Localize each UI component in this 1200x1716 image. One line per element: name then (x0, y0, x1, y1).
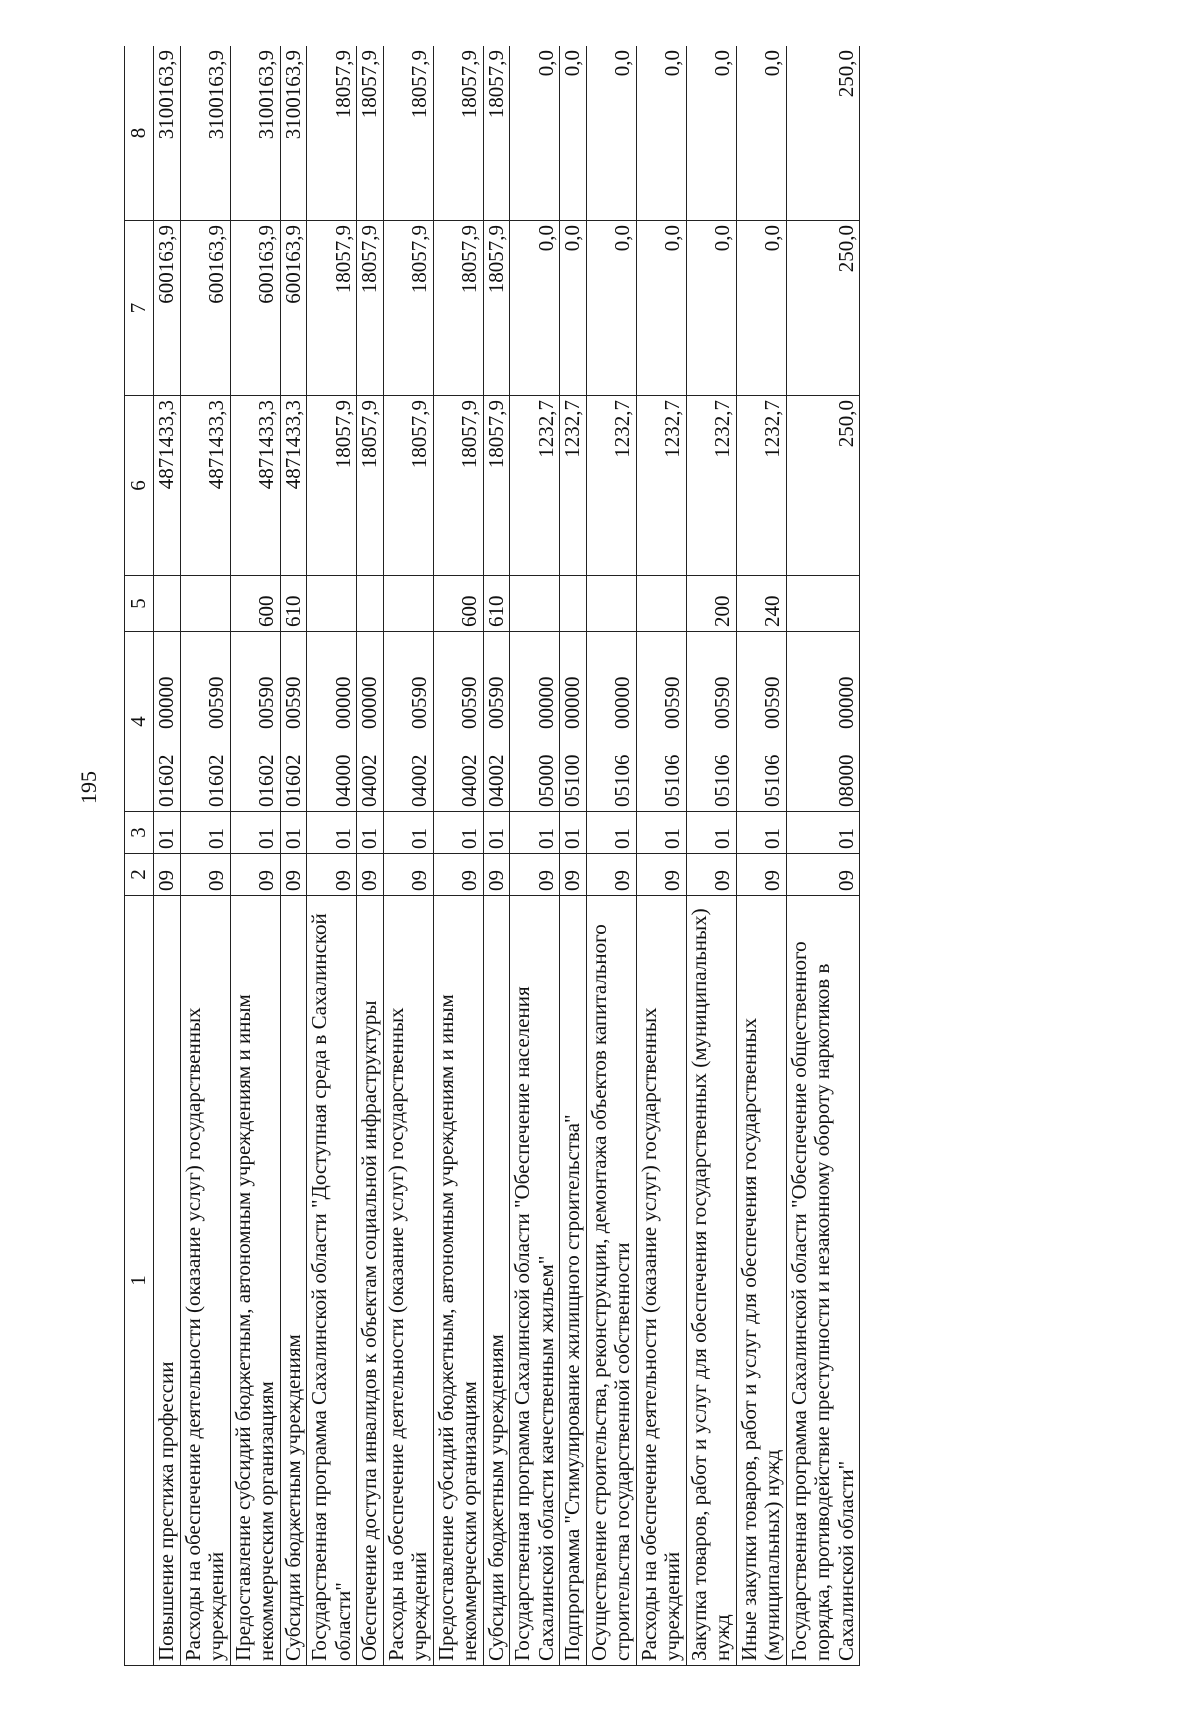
value-col-8: 3100163,9 (280, 46, 307, 221)
value-col-7: 0,0 (736, 221, 786, 396)
program-code-part1: 05106 (610, 754, 635, 807)
program-code (736, 632, 786, 812)
value-col-6: 4871433,3 (280, 396, 307, 576)
value-col-6: 18057,9 (483, 396, 510, 576)
col-header-8: 8 (125, 46, 154, 221)
table-body (154, 46, 860, 1666)
ministry-code: 09 (280, 854, 307, 896)
value-col-6: 1232,7 (686, 396, 736, 576)
value-col-8: 3100163,9 (154, 46, 181, 221)
table-row (357, 46, 384, 1666)
col-header-7: 7 (125, 221, 154, 396)
table-row (280, 46, 307, 1666)
program-code-part2: 00590 (204, 676, 229, 729)
row-name: Государственная программа Сахалинской области "Доступная среда в Сахалинской области" (307, 896, 357, 1666)
row-name: Обеспечение доступа инвалидов к объектам социальной инфраструктуры (357, 896, 384, 1666)
header-row (125, 46, 154, 1666)
expense-type-code (154, 576, 181, 632)
row-name: Государственная программа Сахалинской области "Обеспечение общественного порядка, противодействие преступности и незаконному обороту наркотиков в Сахалинской области" (786, 896, 860, 1666)
program-code-part2: 00590 (280, 676, 305, 729)
program-code-part1: 01602 (204, 754, 229, 807)
value-col-6: 18057,9 (433, 396, 483, 576)
value-col-8: 0,0 (736, 46, 786, 221)
program-code-part2: 00000 (330, 676, 355, 729)
row-name: Осуществление строительства, реконструкции, демонтажа объектов капитального строительства государственной собственности (586, 896, 636, 1666)
value-col-6: 18057,9 (383, 396, 433, 576)
table-row (636, 46, 686, 1666)
section-code: 01 (154, 812, 181, 854)
value-col-7: 250,0 (786, 221, 860, 396)
expense-type-code (383, 576, 433, 632)
section-code: 01 (383, 812, 433, 854)
program-code (307, 632, 357, 812)
table-row (560, 46, 587, 1666)
program-code-part1: 04002 (407, 754, 432, 807)
program-code-part2: 00590 (760, 676, 785, 729)
value-col-7: 18057,9 (483, 221, 510, 396)
ministry-code: 09 (483, 854, 510, 896)
row-name: Предоставление субсидий бюджетным, автономным учреждениям и иным некоммерческим организациям (230, 896, 280, 1666)
ministry-code: 09 (636, 854, 686, 896)
col-header-5: 5 (125, 576, 154, 632)
program-code-part2: 00590 (254, 676, 279, 729)
program-code (786, 632, 860, 812)
table-row (230, 46, 280, 1666)
value-col-6: 1232,7 (510, 396, 560, 576)
program-code (586, 632, 636, 812)
row-name: Расходы на обеспечение деятельности (оказание услуг) государственных учреждений (180, 896, 230, 1666)
value-col-7: 18057,9 (357, 221, 384, 396)
value-col-8: 18057,9 (383, 46, 433, 221)
row-name: Расходы на обеспечение деятельности (оказание услуг) государственных учреждений (636, 896, 686, 1666)
row-name: Субсидии бюджетным учреждениям (483, 896, 510, 1666)
program-code-part2: 00000 (560, 676, 585, 729)
ministry-code: 09 (433, 854, 483, 896)
value-col-7: 0,0 (560, 221, 587, 396)
ministry-code: 09 (510, 854, 560, 896)
value-col-8: 0,0 (586, 46, 636, 221)
program-code-part1: 05100 (560, 754, 585, 807)
row-name: Государственная программа Сахалинской области "Обеспечение населения Сахалинской области качественным жильем" (510, 896, 560, 1666)
expense-type-code (180, 576, 230, 632)
program-code-part1: 05000 (533, 754, 558, 807)
value-col-8: 18057,9 (433, 46, 483, 221)
row-name: Иные закупки товаров, работ и услуг для обеспечения государственных (муниципальных) нужд (736, 896, 786, 1666)
program-code-part2: 00590 (710, 676, 735, 729)
value-col-6: 1232,7 (586, 396, 636, 576)
program-code (357, 632, 384, 812)
program-code-part2: 00000 (833, 676, 858, 729)
expense-type-code: 600 (230, 576, 280, 632)
table-row (307, 46, 357, 1666)
ministry-code: 09 (307, 854, 357, 896)
ministry-code: 09 (230, 854, 280, 896)
value-col-8: 18057,9 (483, 46, 510, 221)
program-code-part1: 08000 (833, 754, 858, 807)
program-code-part2: 00590 (483, 676, 508, 729)
ministry-code: 09 (736, 854, 786, 896)
expense-type-code: 200 (686, 576, 736, 632)
expense-type-code (510, 576, 560, 632)
expense-type-code (357, 576, 384, 632)
col-header-1: 1 (125, 896, 154, 1666)
value-col-7: 600163,9 (180, 221, 230, 396)
section-code: 01 (483, 812, 510, 854)
section-code: 01 (636, 812, 686, 854)
table-row (154, 46, 181, 1666)
expense-type-code (560, 576, 587, 632)
value-col-6: 250,0 (786, 396, 860, 576)
value-col-7: 0,0 (510, 221, 560, 396)
program-code (560, 632, 587, 812)
section-code: 01 (307, 812, 357, 854)
program-code-part1: 04002 (357, 754, 382, 807)
value-col-6: 4871433,3 (154, 396, 181, 576)
expense-type-code: 610 (280, 576, 307, 632)
row-name: Подпрограмма "Стимулирование жилищного строительства" (560, 896, 587, 1666)
value-col-8: 3100163,9 (180, 46, 230, 221)
program-code-part2: 00590 (660, 676, 685, 729)
program-code-part1: 05106 (660, 754, 685, 807)
section-code: 01 (357, 812, 384, 854)
value-col-7: 18057,9 (433, 221, 483, 396)
program-code-part1: 04000 (330, 754, 355, 807)
program-code (154, 632, 181, 812)
value-col-8: 18057,9 (357, 46, 384, 221)
expense-type-code (786, 576, 860, 632)
value-col-7: 18057,9 (383, 221, 433, 396)
ministry-code: 09 (357, 854, 384, 896)
value-col-6: 1232,7 (560, 396, 587, 576)
section-code: 01 (686, 812, 736, 854)
table-row (383, 46, 433, 1666)
col-header-2: 2 (125, 854, 154, 896)
value-col-6: 1232,7 (736, 396, 786, 576)
col-header-3: 3 (125, 812, 154, 854)
expense-type-code: 600 (433, 576, 483, 632)
section-code: 01 (280, 812, 307, 854)
program-code-part1: 01602 (154, 754, 178, 807)
program-code-part2: 00590 (457, 676, 482, 729)
program-code (180, 632, 230, 812)
value-col-6: 18057,9 (307, 396, 357, 576)
value-col-8: 0,0 (686, 46, 736, 221)
section-code: 01 (560, 812, 587, 854)
section-code: 01 (180, 812, 230, 854)
program-code-part1: 04002 (483, 754, 508, 807)
program-code-part2: 00000 (610, 676, 635, 729)
section-code: 01 (230, 812, 280, 854)
ministry-code: 09 (786, 854, 860, 896)
program-code (686, 632, 736, 812)
value-col-7: 600163,9 (154, 221, 181, 396)
table-row (786, 46, 860, 1666)
program-code (383, 632, 433, 812)
page-number: 195 (76, 771, 101, 804)
row-name: Расходы на обеспечение деятельности (оказание услуг) государственных учреждений (383, 896, 433, 1666)
budget-table (124, 46, 860, 1666)
program-code-part2: 00000 (154, 676, 178, 729)
ministry-code: 09 (154, 854, 181, 896)
program-code-part1: 05106 (760, 754, 785, 807)
row-name: Предоставление субсидий бюджетным, автономным учреждениям и иным некоммерческим организациям (433, 896, 483, 1666)
ministry-code: 09 (383, 854, 433, 896)
value-col-7: 600163,9 (280, 221, 307, 396)
program-code-part2: 00000 (533, 676, 558, 729)
section-code: 01 (510, 812, 560, 854)
program-code-part1: 04002 (457, 754, 482, 807)
expense-type-code (636, 576, 686, 632)
program-code-part2: 00590 (407, 676, 432, 729)
program-code-part1: 05106 (710, 754, 735, 807)
table-row (736, 46, 786, 1666)
value-col-8: 250,0 (786, 46, 860, 221)
value-col-7: 600163,9 (230, 221, 280, 396)
col-header-6: 6 (125, 396, 154, 576)
program-code (636, 632, 686, 812)
table-row (686, 46, 736, 1666)
section-code: 01 (433, 812, 483, 854)
ministry-code: 09 (560, 854, 587, 896)
ministry-code: 09 (180, 854, 230, 896)
value-col-8: 18057,9 (307, 46, 357, 221)
program-code-part1: 01602 (280, 754, 305, 807)
rotated-table-frame (124, 46, 1124, 1666)
row-name: Субсидии бюджетным учреждениям (280, 896, 307, 1666)
expense-type-code: 610 (483, 576, 510, 632)
ministry-code: 09 (686, 854, 736, 896)
value-col-8: 0,0 (636, 46, 686, 221)
value-col-7: 0,0 (686, 221, 736, 396)
table-row (586, 46, 636, 1666)
program-code (280, 632, 307, 812)
program-code (483, 632, 510, 812)
value-col-6: 1232,7 (636, 396, 686, 576)
program-code (433, 632, 483, 812)
value-col-6: 4871433,3 (180, 396, 230, 576)
program-code-part2: 00000 (357, 676, 382, 729)
program-code (510, 632, 560, 812)
value-col-7: 0,0 (586, 221, 636, 396)
expense-type-code (586, 576, 636, 632)
section-code: 01 (586, 812, 636, 854)
expense-type-code (307, 576, 357, 632)
landscape-page (124, 46, 1124, 1666)
col-header-4: 4 (125, 632, 154, 812)
table-row (433, 46, 483, 1666)
section-code: 01 (736, 812, 786, 854)
row-name: Закупка товаров, работ и услуг для обеспечения государственных (муниципальных) нужд (686, 896, 736, 1666)
table-row (483, 46, 510, 1666)
value-col-7: 0,0 (636, 221, 686, 396)
row-name: Повышение престижа профессии (154, 896, 181, 1666)
program-code (230, 632, 280, 812)
value-col-8: 3100163,9 (230, 46, 280, 221)
expense-type-code: 240 (736, 576, 786, 632)
section-code: 01 (786, 812, 860, 854)
value-col-6: 18057,9 (357, 396, 384, 576)
value-col-8: 0,0 (510, 46, 560, 221)
ministry-code: 09 (586, 854, 636, 896)
value-col-7: 18057,9 (307, 221, 357, 396)
table-row (510, 46, 560, 1666)
value-col-6: 4871433,3 (230, 396, 280, 576)
value-col-8: 0,0 (560, 46, 587, 221)
table-row (180, 46, 230, 1666)
program-code-part1: 01602 (254, 754, 279, 807)
